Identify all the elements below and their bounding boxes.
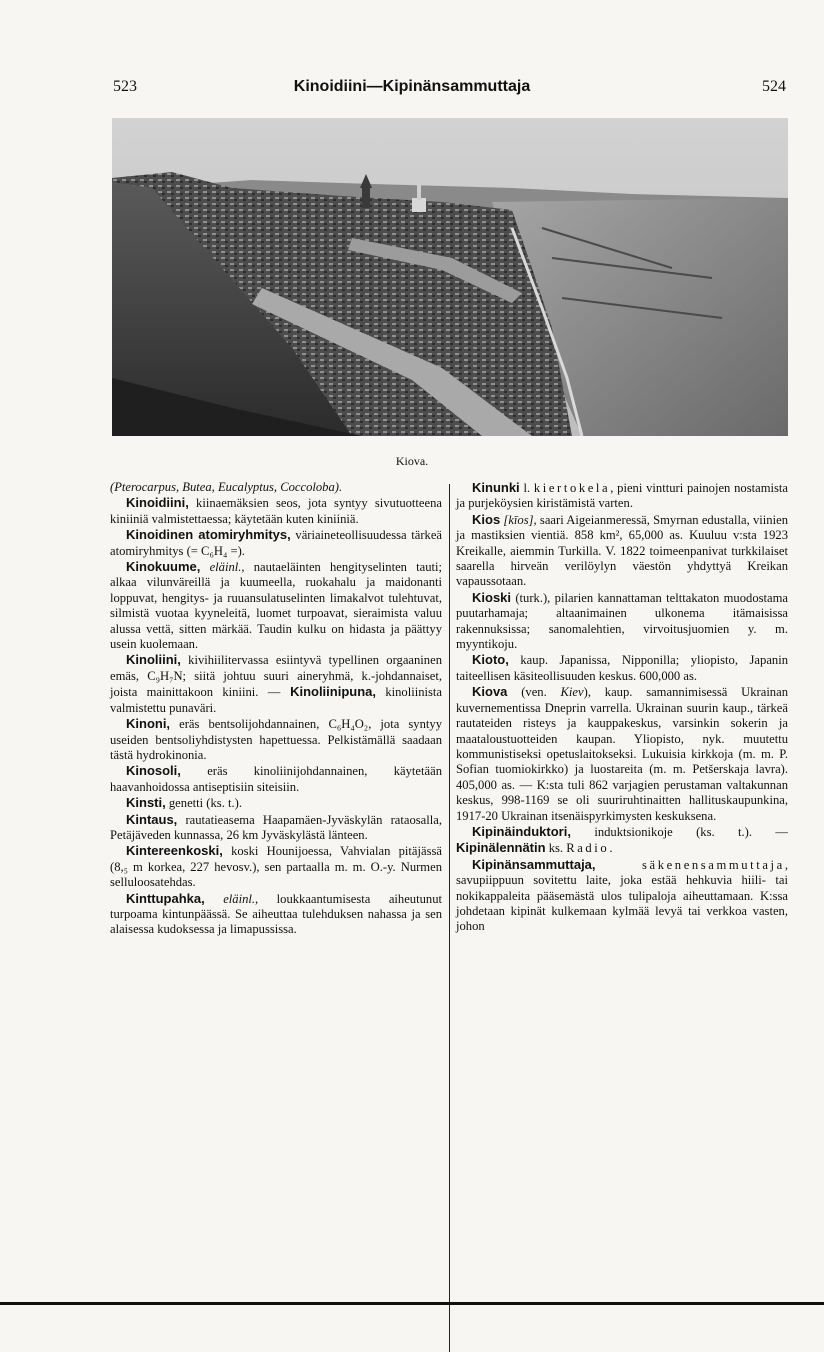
- entry-text: genetti (ks. t.).: [165, 796, 242, 811]
- headword: Kipinänsammuttaja,: [472, 856, 596, 872]
- spaced-term: säkenensammuttaja: [642, 857, 785, 872]
- entry-text: (Pterocarpus, Butea, Eucalyptus, Coccoloba).: [110, 480, 343, 494]
- entry-text: kinoliinista valmistettu punaväri.: [110, 685, 442, 715]
- field-abbrev: eläinl.,: [223, 891, 259, 906]
- entry-text: , pieni vintturi painojen nostamista ja purjeköysien kiristämistä varten.: [456, 481, 788, 511]
- page-header: [0, 78, 824, 100]
- headword: Kinoidiini,: [126, 495, 189, 511]
- entry-kinttupahka: [110, 891, 442, 938]
- entry-kinoni: [110, 716, 442, 763]
- entry-kinsti: [110, 795, 442, 811]
- left-column: [110, 480, 442, 938]
- headword: Kinoliinipuna,: [280, 684, 377, 700]
- headword: Kinttupahka,: [126, 890, 205, 906]
- entry-kinosoli: [110, 763, 442, 795]
- entry-text: ), kaup. samannimisessä Ukrainan kuvernementissa Dneprin varrella. Ukrainan suurin kaup., tärkeä rautateiden risteys ja kauppakeskus, varsinkin sokerin ja maataloustuotteiden kaupan. Yliopisto, nyk. muutettu kommunistiseksi opetuslaitokseksi. Lukuisia kirkkoja (m. m. P. Sofian tuomiokirkko) ja luostareita (m. m. Petšerskaja lavra). 405,000 as. — K:sta tuli 862 varjagien perustaman valtakunnan keskus, 998-1169 se oli suuriruhtinaitten hallituskaupunkina, 1917-20 Ukrainan itsenäispyrkimysten keskuksena.: [456, 685, 788, 823]
- entry-text: eräs kinoliinijohdannainen, käytetään haavanhoidossa antiseptisiin siteisiin.: [110, 764, 442, 794]
- entry-kintaus: [110, 812, 442, 844]
- entry-text: kiinaemäksien seos, jota syntyy sivutuotteena kiniiniä valmistettaessa; käytetään kuten kiniiniä.: [110, 496, 442, 526]
- headword: Kintereenkoski,: [126, 843, 223, 859]
- entry-kinunki: [456, 480, 788, 512]
- headword: Kinosoli,: [126, 763, 181, 779]
- entry-text: koski Hounijoessa, Vahvialan pitäjässä (8,₅ m korkea, 227 hevosv.), sen partaalla m. m. O.-y. Nurmen selluloosatehdas.: [110, 844, 442, 890]
- entry-kipinansammuttaja: [456, 857, 788, 935]
- headword: Kipinälennätin: [456, 840, 546, 856]
- headword: Kinokuume,: [126, 559, 201, 575]
- entry-text: loukkaantumisesta aiheutunut turpoama kintunpäässä. Se aiheuttaa tulehduksen nahassa ja sen alaisessa kudoksessa ja limapussissa.: [110, 891, 442, 937]
- entry-text: , savupiippuun sovitettu laite, joka estää hehkuvia hiili- tai nokikappaleita pääsemästä ulos tulipaloja aiheuttamaan. K:ssa johdetaan kipinät kulkemaan kylmää levyä tai verkkoa vasten, johon: [456, 857, 788, 934]
- headword: Kinunki: [472, 480, 520, 495]
- entry-text: [596, 858, 642, 872]
- headword: Kinoidinen atomiryhmitys,: [126, 527, 291, 543]
- kiova-photograph: [112, 118, 788, 436]
- column-divider: [449, 484, 450, 1352]
- entry-text: kaup. Japanissa, Nipponilla; yliopisto, Japanin taiteellisen käsiteollisuuden keskus. 600,000 as.: [456, 653, 788, 683]
- entry-text: väriaineteollisuudessa tärkeä atomiryhmitys (= C₆H₄ =).: [110, 528, 443, 558]
- entry-kinoidinen-atomiryhmitys: [110, 527, 442, 559]
- native-name: Kiev: [560, 685, 584, 700]
- pronunciation: [kīos],: [500, 512, 537, 527]
- entry-kios: [456, 512, 788, 590]
- entry-kioski: [456, 590, 788, 653]
- headword: Kinsti,: [126, 795, 166, 811]
- entry-kioto: [456, 652, 788, 684]
- entry-continuation: [110, 480, 442, 495]
- entry-text: nautaeläinten hengityselinten tauti; alkaa vilunväreillä ja kuumeella, ruokahalu ja maidonanti loppuvat, hengitys- ja ruuansulatuselinten limakalvot tulehtuvat, silmistä vuotaa kyyneleitä, luomet turpoavat, sieraimista valuu alussa vettä, sitten märkää. Taudin kulku on hidasta ja päättyy usein kuolemaan.: [110, 560, 443, 652]
- entry-text: eräs bentsolijohdannainen, C₆H₄O₂, jota syntyy useiden bentsoliyhdistysten hapettuessa. Pelkistämällä saadaan tästä hydrokinonia.: [110, 717, 442, 762]
- entry-kipinainduktori: [456, 824, 788, 857]
- page-number-right: 524: [762, 78, 786, 95]
- entry-kinoliini: [110, 652, 442, 716]
- city-panorama-image: [112, 118, 788, 436]
- headword: Kioski: [472, 589, 512, 605]
- entry-kinokuume: [110, 559, 442, 652]
- entry-text: (ven.: [507, 685, 561, 700]
- headword: Kipinäinduktori,: [472, 823, 571, 839]
- headword: Kintaus,: [126, 811, 178, 827]
- page-number-left: 523: [113, 78, 137, 95]
- field-abbrev: eläinl.,: [209, 560, 245, 575]
- running-title: Kinoidiini—Kipinänsammuttaja: [293, 78, 531, 95]
- headword: Kinoni,: [126, 716, 171, 732]
- headword: Kioto,: [472, 652, 509, 668]
- headword: Kinoliini,: [126, 652, 181, 668]
- spaced-term: Radio: [566, 841, 610, 856]
- headword: Kiova: [472, 684, 508, 700]
- entry-text: ks.: [545, 841, 567, 856]
- entry-kiova: [456, 684, 788, 824]
- entry-text: .: [609, 841, 613, 856]
- headword: Kios: [472, 511, 501, 527]
- right-column: [456, 480, 788, 935]
- entry-text: l.: [519, 481, 534, 495]
- entry-text: rautatieasema Haapamäen-Jyväskylän rataosalla, Petäjäveden kunnassa, 26 km Jyväskylästä länteen.: [110, 812, 442, 842]
- page-bottom-edge: [0, 1302, 824, 1305]
- entry-text: (turk.), pilarien kannattaman telttakaton muodostama puutarhamaja; altaanimainen ulkonema itämaisissa rakennuksissa; sanomalehtien, virvoitusjuomien y. m. myyntikoju.: [456, 590, 788, 652]
- entry-text: saari Aigeianmeressä, Smyrnan edustalla, viinien ja mastiksien vientiä. 858 km², 65,000 as. Kuuluu v:sta 1923 Kreikalle, aiemmin Turkilla. V. 1822 toimeenpanivat turkkilaiset saarella hirveän verilöylyn väestön yhdyttyä Kreikan vapaussotaan.: [456, 512, 788, 589]
- photo-caption: Kiova.: [395, 454, 429, 468]
- entry-kintereenkoski: [110, 843, 442, 890]
- entry-kinoidiini: [110, 495, 442, 527]
- spaced-term: kiertokela: [533, 481, 611, 495]
- entry-text: kivihiilitervassa esiintyvä typellinen orgaaninen emäs, C₉H₇N; siitä johtuu suuri aineryhmä, k.-johdannaiset, joista mainittakoon kiniini. —: [110, 653, 442, 700]
- entry-text: induktsionikoje (ks. t.). —: [570, 824, 788, 839]
